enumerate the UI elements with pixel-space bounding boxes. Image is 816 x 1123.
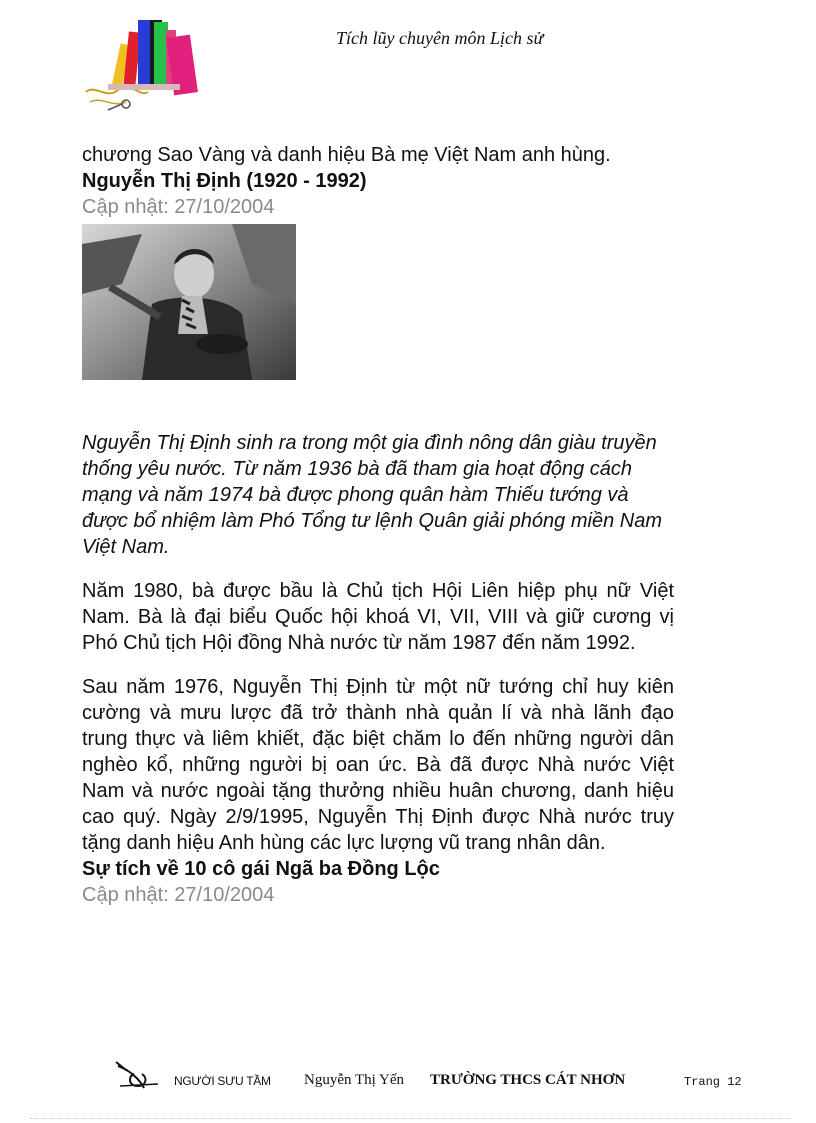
footer-divider <box>30 1118 790 1119</box>
school-name: TRƯỜNG THCS CÁT NHƠN <box>430 1072 626 1088</box>
page-footer <box>0 1060 816 1100</box>
article-title-2: Sự tích về 10 cô gái Ngã ba Đồng Lộc <box>82 858 440 880</box>
collector-label: NGƯỜI SƯU TẦM <box>174 1074 271 1088</box>
update-date: Cập nhật: 27/10/2004 <box>82 196 275 218</box>
page-number: Trang 12 <box>684 1075 742 1089</box>
article-title: Nguyễn Thị Định (1920 - 1992) <box>82 170 367 192</box>
portrait-photo <box>82 224 296 380</box>
header-title: Tích lũy chuyên môn Lịch sử <box>336 28 544 48</box>
books-logo-icon <box>82 14 208 112</box>
paragraph-1980: Năm 1980, bà được bầu là Chủ tịch Hội Liên hiệp phụ nữ Việt Nam. Bà là đại biểu Quốc hội khoá VI, VII, VIII và giữ cương vị Phó Chủ tịch Hội đồng Nhà nước từ năm 1987 đến năm 1992. <box>82 580 674 654</box>
update-date-2: Cập nhật: 27/10/2004 <box>82 884 275 906</box>
document-body <box>82 142 674 908</box>
continued-line: chương Sao Vàng và danh hiệu Bà mẹ Việt Nam anh hùng. <box>82 144 611 166</box>
collector-name: Nguyễn Thị Yến <box>304 1072 404 1088</box>
signature-pen-icon <box>114 1060 162 1092</box>
article-intro: Nguyễn Thị Định sinh ra trong một gia đình nông dân giàu truyền thống yêu nước. Từ năm 1936 bà đã tham gia hoạt động cách mạng và năm 1974 bà được phong quân hàm Thiếu tướng và được bổ nhiệm làm Phó Tổng tư lệnh Quân giải phóng miền Nam Việt Nam. <box>82 432 662 558</box>
paragraph-1976: Sau năm 1976, Nguyễn Thị Định từ một nữ tướng chỉ huy kiên cường và mưu lược đã trở thành nhà quản lí và nhà lãnh đạo trung thực và liêm khiết, đặc biệt chăm lo đến những người dân nghèo kổ, những người bị oan ức. Bà đã được Nhà nước Việt Nam và nước ngoài tặng thưởng nhiều huân chương, danh hiệu cao quý. Ngày 2/9/1995, Nguyễn Thị Định được Nhà nước truy tặng danh hiệu Anh hùng các lực lượng vũ trang nhân dân. <box>82 676 674 854</box>
